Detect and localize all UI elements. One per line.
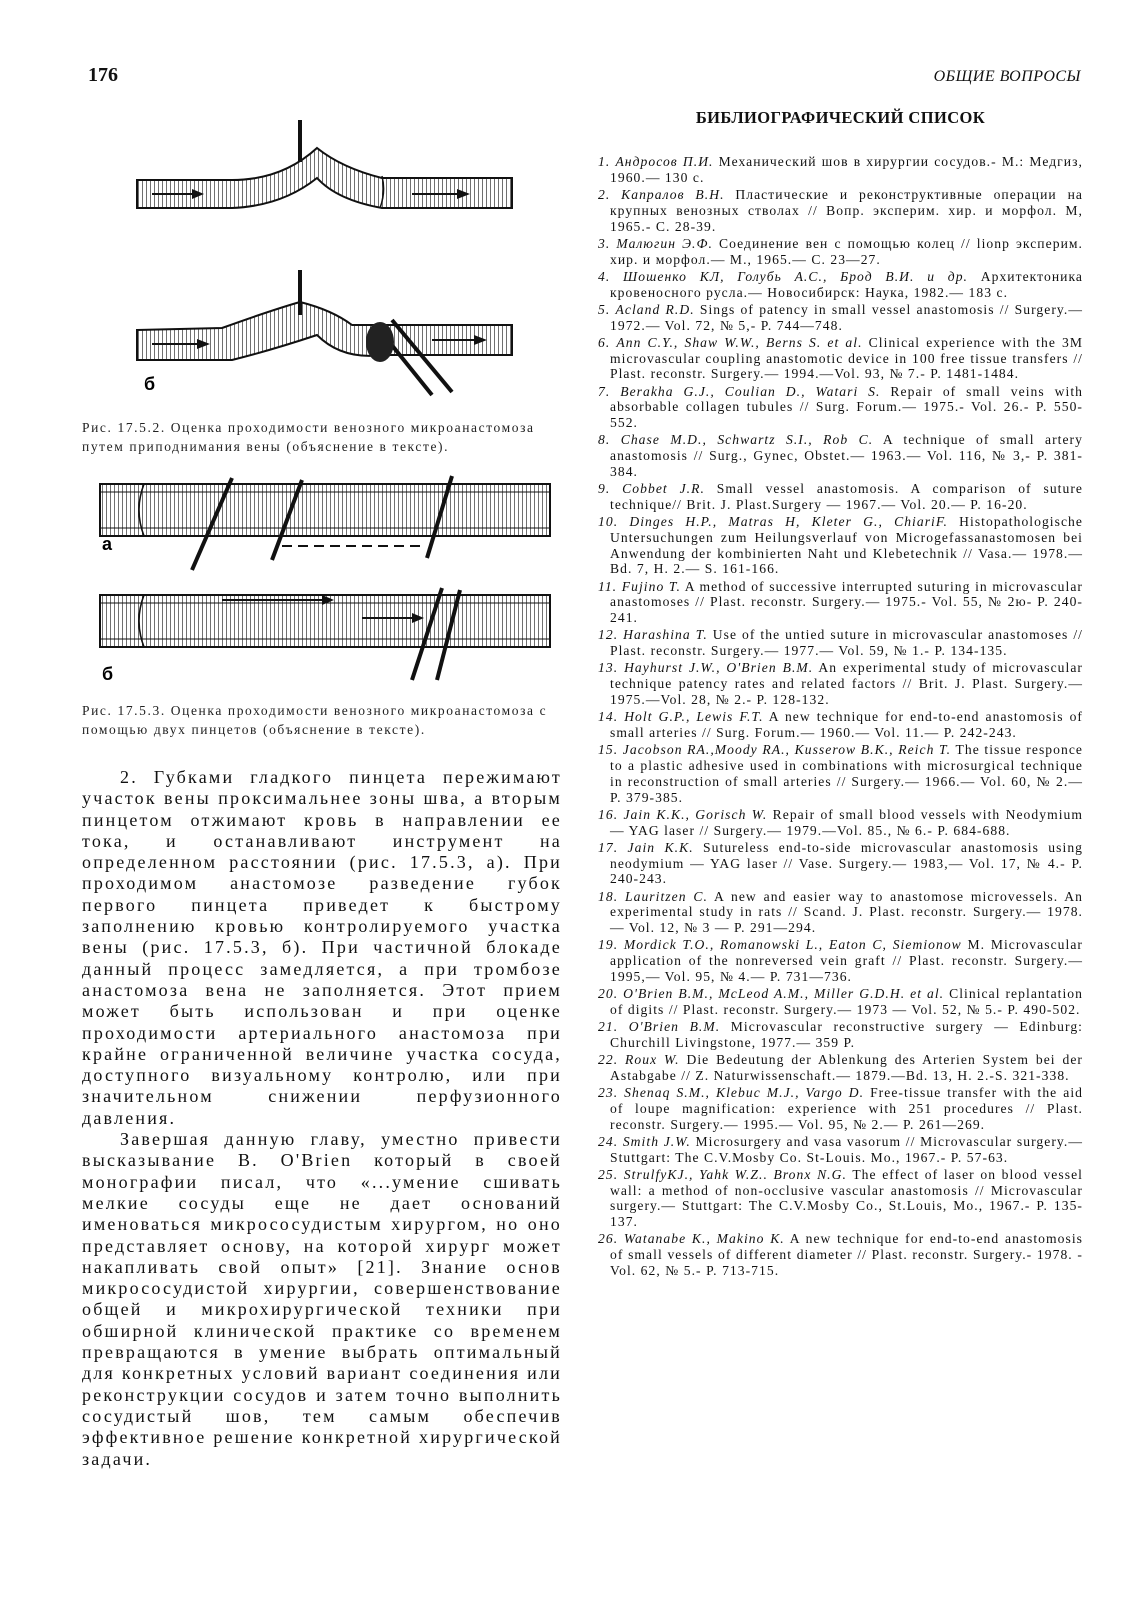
bibliography-item-number: 10. xyxy=(598,514,619,530)
bibliography-item-number: 17. xyxy=(598,839,619,855)
bibliography-item-text: Use of the untied suture in microvascular anastomoses // Plast. reconstr. Surgery.— 1977.— Vol. 59, № 1.- P. 134-135. xyxy=(610,627,1084,659)
bibliography-item-text: A method of successive interrupted suturing in microvascular anastomoses // Plast. reconstr. Surgery.— 1975.- Vol. 55, № 2ю- P. 240-241. xyxy=(610,578,1083,626)
bibliography-item-text: A new and easier way to anastomose microvessels. An experimental study in rats // Scand. J. Plast. reconstr. Surgery.— 1978.— Vol. 12, № 3 — P. 291—294. xyxy=(610,888,1083,936)
bibliography-item-authors: Lauritzen C. xyxy=(625,888,708,904)
bibliography-item-number: 13. xyxy=(598,660,619,676)
left-column xyxy=(82,110,562,1470)
label-a: а xyxy=(102,534,113,554)
bibliography-item-authors: Berakha G.J., Coulian D., Watari S. xyxy=(620,383,881,399)
bibliography-item xyxy=(598,660,1083,707)
bibliography-item-authors: Jain K.K., Gorisch W. xyxy=(623,806,768,822)
bibliography-item-text: The tissue responce to a plastic adhesive used in combinations with microsurgical technique in reconstruction of small arteries // Surgery.— 1966.— Vol. 60, № 2.— P. 379-385. xyxy=(610,742,1084,805)
bibliography-item xyxy=(598,335,1083,382)
bibliography-item-number: 5. xyxy=(598,301,611,317)
body-paragraph: Завершая данную главу, уместно привести высказывание B. O'Brien который в своей монографии писал, что «...умение сшивать мелкие сосуды еще не дает оснований именоваться микрососудистым хирургом, но оно представляет основу, на которой хирург может накапливать свой опыт» [21]. Знание основ микрососудистой хирургии, совершенствование общей и микрохирургической техники при обширной клинической практике со временем превращаются в умение выбрать оптимальный для конкретных условий вариант соединения или реконструкции сосудов и затем точно выполнить сосудистый шов, тем самым обеспечив эффективное решение конкретной хирургической задачи. xyxy=(82,1129,562,1469)
bibliography-item xyxy=(598,236,1083,268)
bibliography-item xyxy=(598,1231,1083,1278)
bibliography-item-text: Архитектоника кровеносного русла.— Новосибирск: Наука, 1982.— 183 с. xyxy=(610,268,1083,300)
bibliography-item-text: Clinical replantation of digits // Plast. reconstr. Surgery.— 1973 — Vol. 52, № 5.- P. 490-502. xyxy=(610,986,1084,1017)
bibliography-item-authors: Cobbet J.R. xyxy=(622,481,705,497)
bibliography-item xyxy=(598,302,1083,334)
bibliography-item xyxy=(598,627,1083,659)
bibliography-item-authors: Jacobson RA.,Moody RA., Kusserow B.K., Reich T. xyxy=(622,742,952,758)
bibliography-item xyxy=(598,807,1083,839)
bibliography-item-number: 16. xyxy=(598,806,619,822)
bibliography-item-authors: O'Brien B.M., McLeod A.M., Miller G.D.H. et al. xyxy=(623,986,945,1002)
bibliography-item-number: 26. xyxy=(598,1231,619,1247)
bibliography-item-authors: Roux W. xyxy=(625,1052,680,1068)
figure-caption-17-5-3: Рис. 17.5.3. Оценка проходимости венозного микроанастомоза с помощью двух пинцетов (объяснение в тексте). xyxy=(82,703,548,737)
body-paragraph: 2. Губками гладкого пинцета пережимают участок вены проксимальнее зоны шва, а вторым пинцетом отжимают кровь в направлении ее тока, и останавливают инструмент на определенном расстоянии (рис. 17.5.3, а). При проходимом анастомозе разведение губок первого пинцета приведет к быстрому заполнению кровью контролируемого участка вены (рис. 17.5.3, б). При частичной блокаде данный процесс замедляется, а при тромбозе анастомоза вена не заполняется. Этот прием может быть использован и при оценке проходимости артериального анастомоза при крайне ограниченной величине участка сосуда, доступного визуальному контролю, или при значительном снижении перфузионного давления. xyxy=(82,767,562,1128)
vein-lift-illustration xyxy=(82,110,562,410)
bibliography-item xyxy=(598,840,1083,887)
bibliography-item xyxy=(598,432,1083,479)
bibliography-item xyxy=(598,579,1083,626)
bibliography-item-text: A new technique for end-to-end anastomosis of small arteries // Surg. Forum.— 1960.— Vol. 11.— P. 242-243. xyxy=(610,709,1083,740)
bibliography-item-authors: Shenaq S.M., Klebuc M.J., Vargo D. xyxy=(624,1085,865,1101)
bibliography-item-number: 25. xyxy=(598,1166,619,1182)
bibliography-item-number: 4. xyxy=(598,268,611,284)
bibliography-item-authors: O'Brien B.M. xyxy=(628,1019,721,1035)
label-b: б xyxy=(102,664,114,684)
bibliography-item-authors: Андросов П.И. xyxy=(615,154,714,169)
body-text xyxy=(82,767,562,1470)
bibliography-item-number: 19. xyxy=(598,937,619,953)
bibliography-item-number: 8. xyxy=(598,432,611,448)
bibliography-item-text: Механический шов в хирургии сосудов.- М.: Медгиз, 1960.— 130 с. xyxy=(610,154,1084,185)
bibliography-item-authors: Holt G.P., Lewis F.T. xyxy=(624,709,764,725)
bibliography-item-number: 2. xyxy=(598,186,611,202)
bibliography-item-text: Sings of patency in small vessel anastomosis // Surgery.— 1972.— Vol. 72, № 5,- P. 744—748. xyxy=(610,301,1083,333)
bibliography-item-number: 15. xyxy=(598,742,619,758)
bibliography-item-text: Clinical experience with the 3M microvascular coupling anastomotic device in 100 free tissue transfers // Plast. reconstr. Surgery.— 1994.—Vol. 93, № 7.- P. 1481-1484. xyxy=(610,334,1083,382)
bibliography-item xyxy=(598,937,1083,984)
bibliography-item-authors: Harashina T. xyxy=(623,627,708,643)
bibliography-item-text: Microsurgery and vasa vasorum // Microvascular surgery.— Stuttgart: The C.V.Mosby Co. St-Louis. Mo., 1967.- P. 57-63. xyxy=(610,1133,1083,1165)
bibliography-item-number: 7. xyxy=(598,383,611,399)
two-forceps-illustration xyxy=(82,470,562,695)
bibliography-item-authors: Hayhurst J.W., O'Brien B.M. xyxy=(624,660,814,676)
bibliography-item xyxy=(598,1085,1083,1132)
page-number: 176 xyxy=(88,64,118,86)
bibliography-item xyxy=(598,514,1083,577)
bibliography-item-number: 20. xyxy=(598,986,619,1002)
bibliography-item-text: Соединение вен с помощью колец // lionp эксперим. хир. и морфол.— М., 1965.— С. 23—27. xyxy=(610,235,1083,267)
bibliography-item-text: An experimental study of microvascular technique patency rates and related factors // Brit. J. Plast. Surgery.— 1975.—Vol. 28, № 2.- P. 128-132. xyxy=(610,660,1084,707)
bibliography-item-text: Die Bedeutung der Ablenkung des Arterien System bei der Astabgabe // Z. Naturwissenschaft.— 1879.—Bd. 13, H. 2.-S. 321-338. xyxy=(610,1052,1083,1083)
vein-b xyxy=(100,588,550,680)
bibliography-item-number: 11. xyxy=(598,578,618,594)
bibliography xyxy=(598,108,1083,1280)
bibliography-item xyxy=(598,187,1083,234)
bibliography-item xyxy=(598,1167,1083,1230)
bibliography-item-text: Microvascular reconstructive surgery — Edinburg: Churchill Livingstone, 1977.— 359 P. xyxy=(610,1019,1083,1050)
bibliography-item xyxy=(598,709,1083,741)
bibliography-item-text: A new technique for end-to-end anastomosis of small vessels of different diameter // Plast. reconstr. Surgery.- 1978. - Vol. 62, № 5.- P. 713-715. xyxy=(610,1231,1083,1278)
bibliography-item-authors: Fujino T. xyxy=(621,578,681,594)
bibliography-item-text: Repair of small blood vessels with Neodymium — YAG laser // Surgery.— 1979.—Vol. 85., № 6.- P. 684-688. xyxy=(610,806,1083,838)
bibliography-item-number: 3. xyxy=(598,235,611,251)
bibliography-item-authors: Smith J.W. xyxy=(622,1133,691,1149)
bibliography-item-authors: Dinges H.P., Matras H, Kleter G., ChiariF. xyxy=(629,514,948,530)
bibliography-item xyxy=(598,889,1083,936)
bibliography-item-text: The effect of laser on blood vessel wall: a method of non-occlusive vascular anastomosis // Microvascular surgery.— Stuttgart: The C.V.Mosby Co., St.Louis, Mo., 1967.- P. 135-137. xyxy=(610,1166,1083,1230)
figure-17-5-3 xyxy=(82,470,562,695)
bibliography-item xyxy=(598,481,1083,513)
bibliography-item-number: 12. xyxy=(598,627,619,643)
bibliography-item-authors: Ann C.Y., Shaw W.W., Berns S. et al. xyxy=(616,334,863,350)
bibliography-item-text: Пластические и реконструктивные операции на крупных венозных стволах // Вопр. эксперим. хир. и морфол. М, 1965.- С. 28-39. xyxy=(610,186,1083,234)
bibliography-item-authors: Малюгин Э.Ф. xyxy=(616,235,713,251)
vein-b xyxy=(137,270,512,395)
running-head: ОБЩИЕ ВОПРОСЫ xyxy=(933,68,1081,85)
bibliography-item-authors: Шошенко КЛ, Голубь А.С., Брод В.И. и др. xyxy=(623,268,968,284)
vein-a xyxy=(137,120,512,208)
bibliography-item-number: 9. xyxy=(598,481,611,497)
figure-caption-17-5-2: Рис. 17.5.2. Оценка проходимости венозного микроанастомоза путем приподнимания вены (объяснение в тексте). xyxy=(82,420,535,454)
bibliography-item-text: A technique of small artery anastomosis // Surg., Gynec, Obstet.— 1963.— Vol. 116, № 3,- P. 381-384. xyxy=(610,432,1083,479)
bibliography-item xyxy=(598,986,1083,1018)
bibliography-item-number: 24. xyxy=(598,1133,619,1149)
bibliography-item-authors: Watanabe K., Makino K. xyxy=(623,1231,785,1247)
bibliography-item-number: 14. xyxy=(598,709,619,725)
bibliography-item-text: Sutureless end-to-side microvascular anastomosis using neodymium — YAG laser // Vase. Surgery.— 1983,— Vol. 17, № 4.- P. 240-243. xyxy=(610,839,1084,887)
bibliography-item-authors: StrulfyKJ., Yahk W.Z.. Bronx N.G. xyxy=(623,1166,847,1182)
bibliography-item xyxy=(598,742,1083,805)
label-b: б xyxy=(144,374,156,394)
bibliography-item-authors: Chase M.D., Schwartz S.I., Rob C. xyxy=(620,432,874,448)
bibliography-item-authors: Mordick T.O., Romanowski L., Eaton C, Siemionow xyxy=(623,937,962,953)
bibliography-item xyxy=(598,1134,1083,1166)
bibliography-item-number: 1. xyxy=(598,154,611,169)
bibliography-list xyxy=(598,154,1083,1279)
bibliography-item-text: M. Microvascular application of the nonreversed vein graft // Plast. reconstr. Surgery.— 1995,— Vol. 95, № 4.— P. 731—736. xyxy=(610,937,1083,984)
bibliography-item-authors: Капралов В.Н. xyxy=(621,186,725,202)
bibliography-item-number: 21. xyxy=(598,1019,619,1035)
bibliography-item xyxy=(598,1052,1083,1084)
bibliography-item xyxy=(598,384,1083,431)
bibliography-title: БИБЛИОГРАФИЧЕСКИЙ СПИСОК xyxy=(695,108,986,127)
bibliography-item-number: 22. xyxy=(598,1052,619,1068)
bibliography-item-text: Small vessel anastomosis. A comparison of suture technique// Brit. J. Plast.Surgery — 1967.— Vol. 20.— P. 16-20. xyxy=(610,481,1083,512)
bibliography-item-number: 18. xyxy=(598,888,619,904)
bibliography-item-number: 23. xyxy=(598,1085,619,1101)
bibliography-item xyxy=(598,1019,1083,1051)
bibliography-item-text: Histopathologische Untersuchungen zum Heilungsverlauf von Microgefassanastomosen bei Anwendung der kombinierten Naht und Klebetechnik // Vasa.— 1978.— Bd. 7, H. 2.— S. 161-166. xyxy=(610,514,1083,577)
figure-17-5-2 xyxy=(82,110,562,410)
bibliography-item xyxy=(598,269,1083,301)
bibliography-item-number: 6. xyxy=(598,334,611,350)
bibliography-item-text: Repair of small veins with absorbable collagen tubules // Surg. Forum.— 1975.- Vol. 26.- P. 550-552. xyxy=(610,383,1083,431)
bibliography-item-text: Free-tissue transfer with the aid of loupe magnification: experience with 251 procedures // Plast. reconstr. Surgery.— 1995.— Vol. 95, № 2.— P. 261—269. xyxy=(610,1085,1083,1132)
bibliography-item xyxy=(598,154,1083,186)
vein-a xyxy=(100,476,550,570)
bibliography-item-authors: Jain K.K. xyxy=(627,839,694,855)
bibliography-item-authors: Acland R.D. xyxy=(615,301,695,317)
